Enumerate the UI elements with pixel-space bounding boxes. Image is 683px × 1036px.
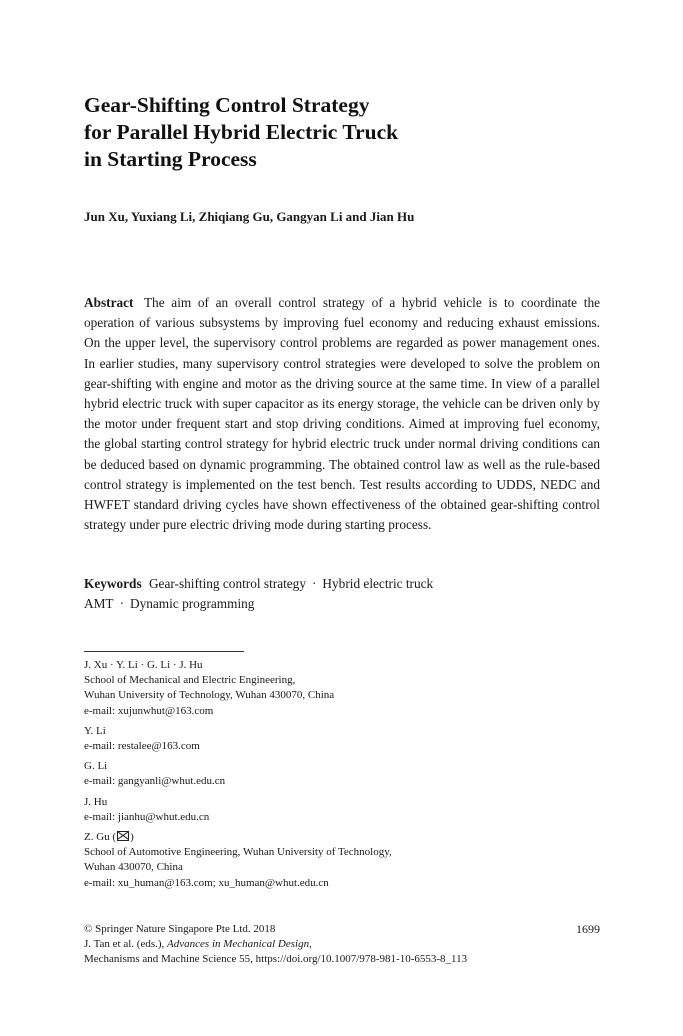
keyword: Dynamic programming: [130, 596, 255, 612]
footnote-block: [84, 830, 600, 891]
footnote-line: Wuhan 430070, China: [84, 861, 183, 874]
keywords: [84, 574, 600, 614]
footnote-line: e-mail: restalee@163.com: [84, 740, 200, 753]
footer-row: [84, 922, 600, 937]
footnote-block: [84, 759, 600, 789]
series-doi: Mechanisms and Machine Science 55, https://doi.org/10.1007/978-981-10-6553-8_113: [84, 953, 468, 966]
page-number: 1699: [576, 922, 600, 936]
footnote-block: [84, 658, 600, 719]
footnote-line: Wuhan University of Technology, Wuhan 430070, China: [84, 689, 335, 702]
footnote-line: School of Automotive Engineering, Wuhan University of Technology,: [84, 846, 392, 859]
abstract-text: The aim of an overall control strategy of a hybrid vehicle is to coordinate the operation of various subsystems by improving fuel economy and reducing exhaust emissions. On the upper level, the supervisory control problems are regarded as power management ones. In earlier studies, many supervisory control strategies were developed to solve the problem on gear-shifting with engine and motor as the driving source at the same time. In view of a parallel hybrid electric truck with super capacitor as its energy storage, the vehicle can be driven only by the motor under frequent start and stop driving conditions. Aimed at improving fuel economy, the global starting control strategy for hybrid electric truck under normal driving conditions can be deduced based on dynamic programming. The obtained control law as well as the rule-based control strategy is implemented on the test bench. Test results according to UDDS, NEDC and HWFET standard driving cycles have shown effectiveness of the obtained gear-shifting control strategy under pure electric driving mode during starting process.: [84, 295, 601, 533]
copyright: © Springer Nature Singapore Pte Ltd. 2018: [84, 923, 276, 935]
keywords-line-2: [84, 594, 600, 614]
footnote-line: e-mail: xujunwhut@163.com: [84, 704, 214, 717]
footnote-line: e-mail: gangyanli@whut.edu.cn: [84, 775, 226, 788]
title-line: for Parallel Hybrid Electric Truck: [84, 120, 399, 144]
citation-book-title: Advances in Mechanical Design: [167, 938, 310, 951]
citation-comma: ,: [309, 938, 312, 951]
footnote-line: J. Hu: [84, 795, 108, 808]
keyword: Hybrid electric truck: [322, 576, 434, 591]
corresponding-author-name: Z. Gu (: [84, 831, 117, 844]
affiliation-footnotes: [84, 658, 600, 896]
citation: [84, 937, 312, 952]
envelope-icon: [117, 831, 129, 841]
footnote-line: J. Xu · Y. Li · G. Li · J. Hu: [84, 659, 203, 671]
footnote-rule: [84, 651, 244, 652]
footnote-line: G. Li: [84, 760, 108, 773]
citation-editors: J. Tan et al. (eds.),: [84, 938, 168, 951]
title-line: in Starting Process: [84, 147, 257, 171]
footer-row: [84, 952, 600, 967]
footnote-line: e-mail: jianhu@whut.edu.cn: [84, 810, 210, 823]
corresponding-author-suffix: ): [130, 831, 134, 844]
footnote-line: School of Mechanical and Electric Engineering,: [84, 674, 296, 687]
keywords-label: Keywords: [84, 576, 142, 591]
footnote-block: [84, 724, 600, 754]
keyword-separator: ·: [311, 576, 317, 591]
title-line: Gear-Shifting Control Strategy: [84, 93, 370, 117]
keyword: Gear-shifting control strategy: [148, 576, 306, 591]
footer-row: [84, 937, 600, 952]
paper-title: [84, 92, 398, 173]
abstract: [84, 293, 600, 535]
footnote-line: Y. Li: [84, 724, 106, 737]
corresponding-author-line: [84, 830, 600, 845]
abstract-label: Abstract: [84, 295, 134, 310]
page-footer: [84, 922, 600, 968]
author-list: Jun Xu, Yuxiang Li, Zhiqiang Gu, Gangyan Li and Jian Hu: [84, 209, 415, 224]
keyword: AMT: [84, 596, 114, 612]
footnote-block: [84, 795, 600, 825]
keyword-separator: ·: [119, 596, 124, 612]
keywords-line-1: [84, 574, 600, 594]
footnote-line: e-mail: xu_human@163.com; xu_human@whut.edu.cn: [84, 876, 329, 889]
